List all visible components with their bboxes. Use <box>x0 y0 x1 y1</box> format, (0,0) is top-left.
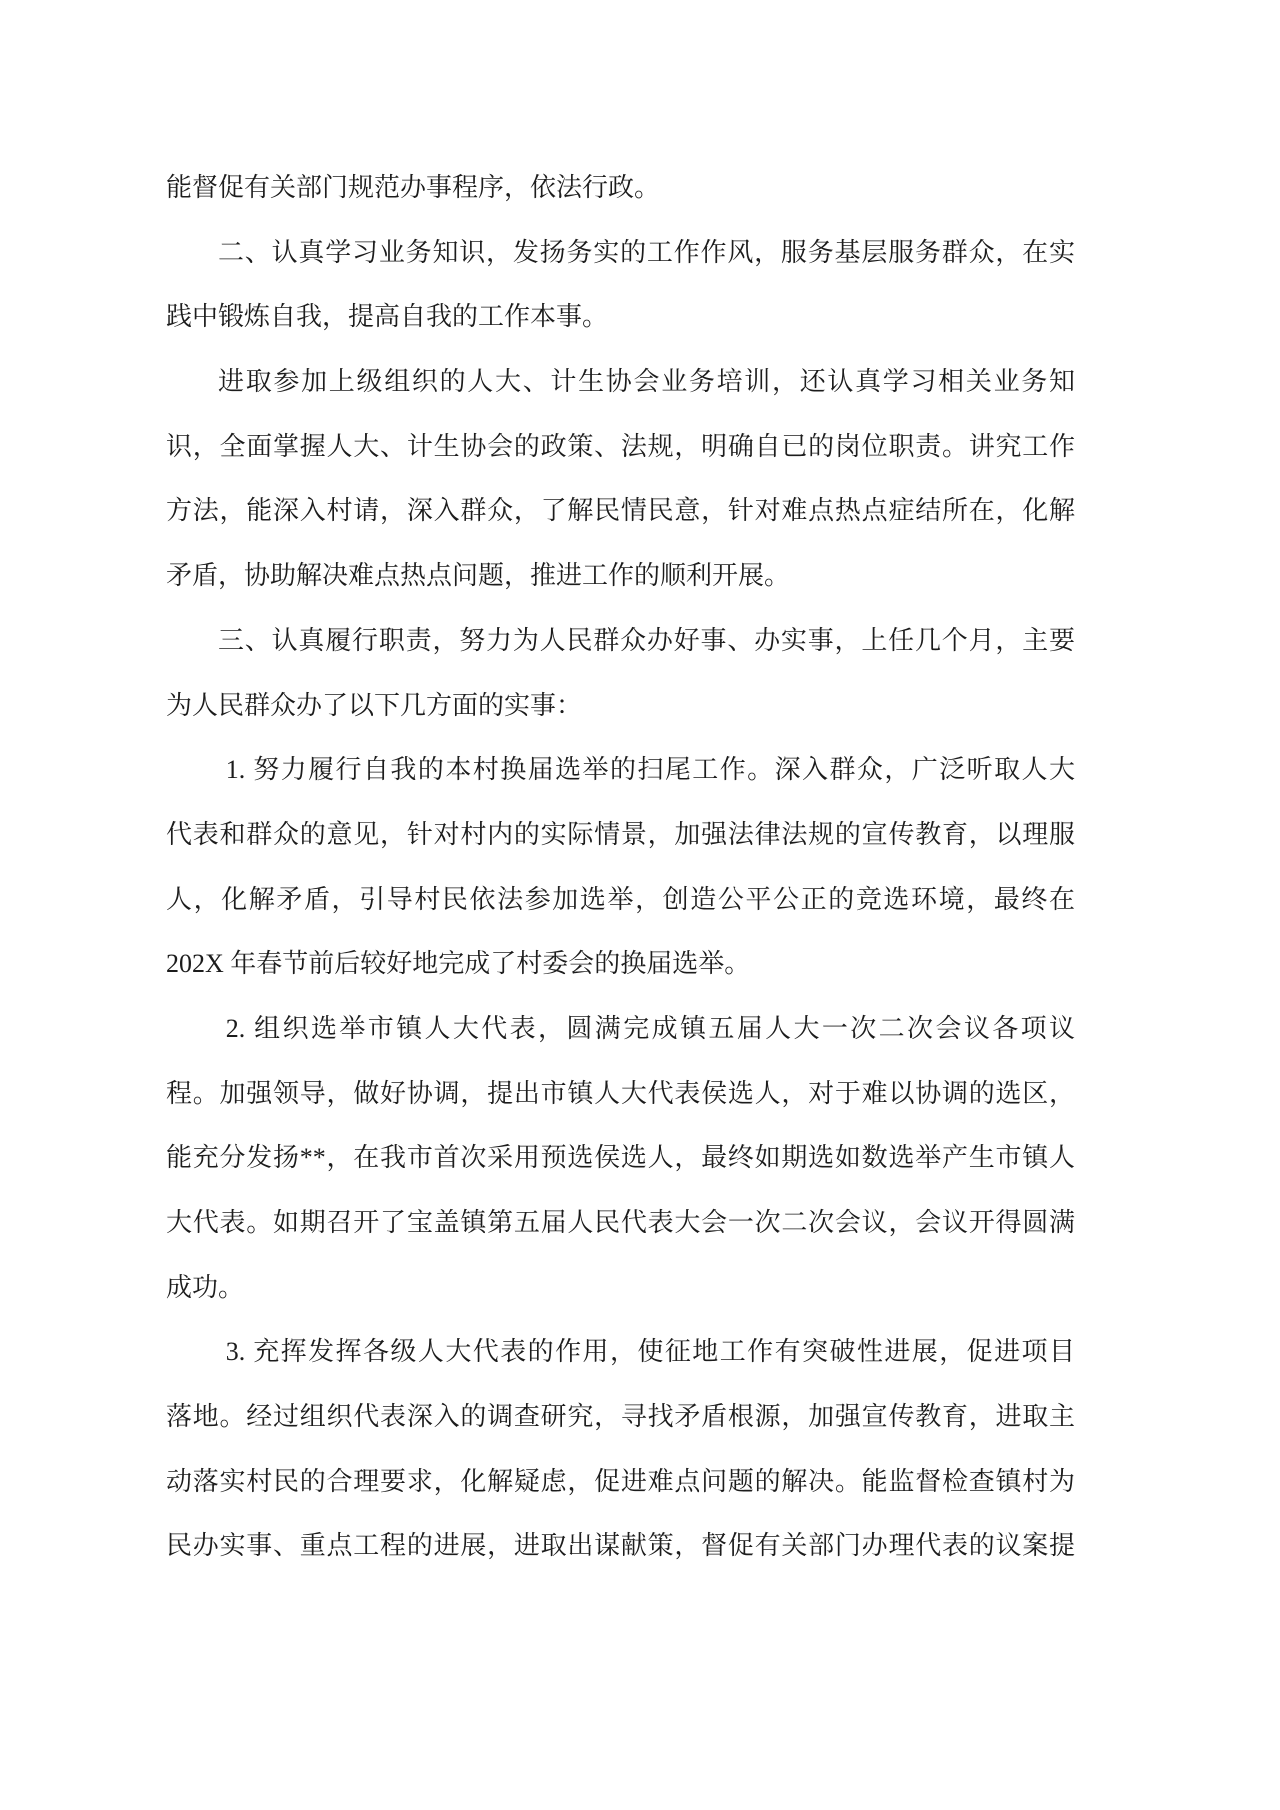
text-line: 成功。 <box>166 1272 245 1302</box>
document-text-block <box>166 156 1075 1579</box>
text-line: 二、认真学习业务知识，发扬务实的工作作风，服务基层服务群众，在实 <box>218 237 1075 267</box>
text-line: 202X 年春节前后较好地完成了村委会的换届选举。 <box>166 949 751 979</box>
text-line: 三、认真履行职责，努力为人民群众办好事、办实事，上任几个月，主要 <box>218 625 1075 655</box>
text-line: 践中锻炼自我，提高自我的工作本事。 <box>166 302 609 332</box>
text-line: 动落实村民的合理要求，化解疑虑，促进难点问题的解决。能监督检查镇村为 <box>166 1466 1075 1496</box>
text-line: 民办实事、重点工程的进展，进取出谋献策，督促有关部门办理代表的议案提 <box>166 1531 1075 1561</box>
text-line: 1. 努力履行自我的本村换届选举的扫尾工作。深入群众，广泛听取人大 <box>225 755 1075 785</box>
text-line: 识，全面掌握人大、计生协会的政策、法规，明确自已的岗位职责。讲究工作 <box>166 431 1075 461</box>
text-line: 为人民群众办了以下几方面的实事： <box>166 690 583 720</box>
text-line: 方法，能深入村请，深入群众，了解民情民意，针对难点热点症结所在，化解 <box>166 496 1075 526</box>
text-line: 代表和群众的意见，针对村内的实际情景，加强法律法规的宣传教育，以理服 <box>166 819 1075 849</box>
text-line: 程。加强领导，做好协调，提出市镇人大代表侯选人，对于难以协调的选区， <box>166 1078 1075 1108</box>
text-line: 进取参加上级组织的人大、计生协会业务培训，还认真学习相关业务知 <box>218 367 1075 397</box>
text-line: 人，化解矛盾，引导村民依法参加选举，创造公平公正的竞选环境，最终在 <box>166 884 1075 914</box>
text-line: 矛盾，协助解决难点热点问题，推进工作的顺利开展。 <box>166 561 791 591</box>
text-line: 3. 充挥发挥各级人大代表的作用，使征地工作有突破性进展，促进项目 <box>225 1337 1075 1367</box>
text-line: 2. 组织选举市镇人大代表，圆满完成镇五届人大一次二次会议各项议 <box>225 1013 1075 1043</box>
text-line: 能充分发扬**，在我市首次采用预选侯选人，最终如期选如数选举产生市镇人 <box>166 1143 1075 1173</box>
text-line: 能督促有关部门规范办事程序，依法行政。 <box>166 173 661 202</box>
text-line: 落地。经过组织代表深入的调查研究，寻找矛盾根源，加强宣传教育，进取主 <box>166 1402 1075 1432</box>
text-line: 大代表。如期召开了宝盖镇第五届人民代表大会一次二次会议，会议开得圆满 <box>166 1208 1075 1237</box>
